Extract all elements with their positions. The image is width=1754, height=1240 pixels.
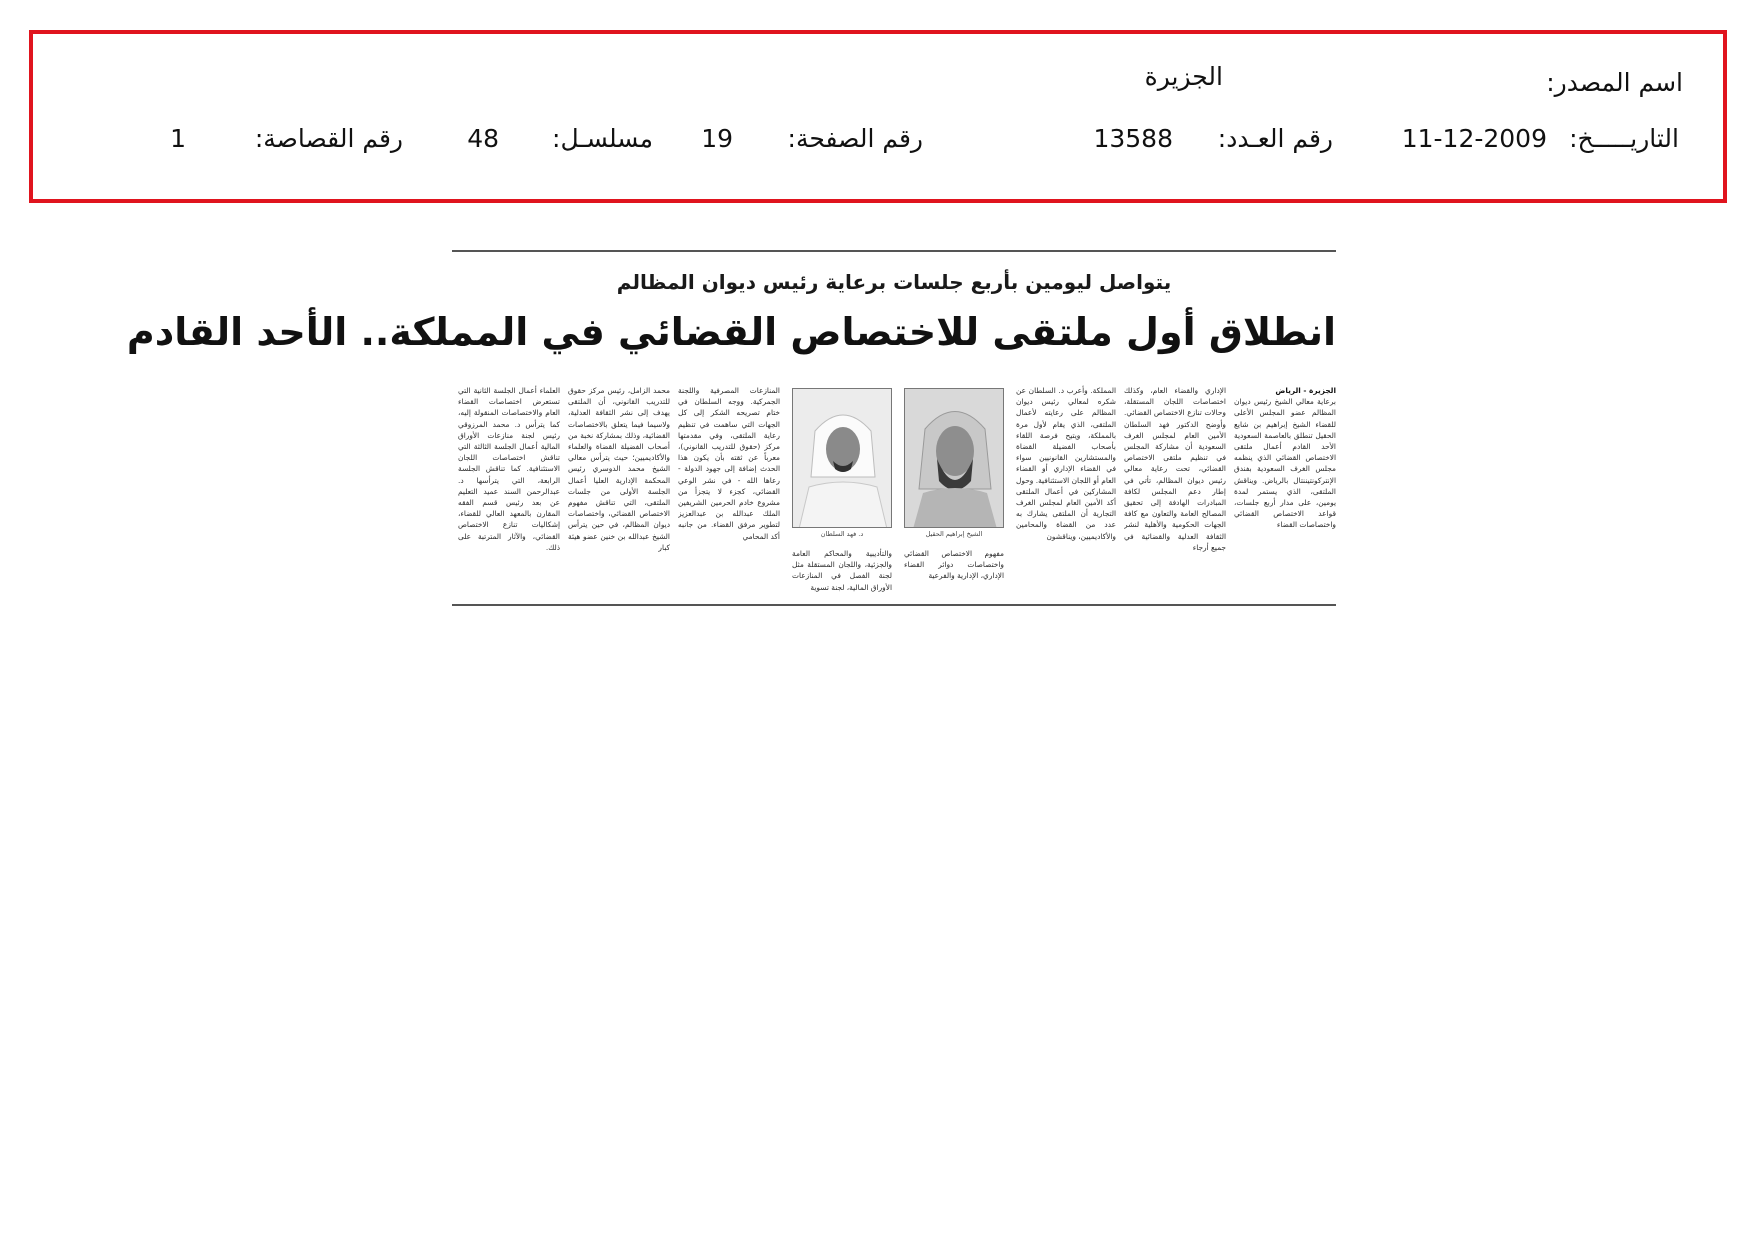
article-byline: الجزيرة - الرياض xyxy=(1275,386,1336,395)
article-column-5 xyxy=(568,385,670,590)
page-number-value: 19 xyxy=(701,124,733,153)
photo-caption-1: الشيخ إبراهيم الحقيل xyxy=(925,530,983,538)
source-value: الجزيرة xyxy=(1144,62,1223,91)
column-text: والتأديبية والمحاكم العامة والجزئية، واللجان المستقلة مثل لجنة الفصل في المنازعات الأوراق المالية، لجنة تسوية xyxy=(792,549,892,592)
newspaper-clipping xyxy=(126,250,1336,606)
clip-number-value: 1 xyxy=(170,124,186,153)
column-text: الإداري والقضاء العام، وكذلك اختصاصات اللجان المستقلة، وحالات تنازع الاختصاص القضائي. وأوضح الدكتور فهد السلطان الأمين العام لمجلس الغرف السعودية أن مشاركة المجلس في تنظيم ملتقى الاختصاص القضائي، تحت رعاية معالي رئيس ديوان المظالم، تأتي في إطار دعم المجلس لكافة المبادرات الهادفة إلى تحقيق المصالح العامة والتعاون مع كافة الجهات الحكومية والأهلية لنشر الثقافة العدلية والقضائية في جميع أرجاء xyxy=(1124,386,1226,552)
column-text: برعاية معالي الشيخ رئيس ديوان المظالم عضو المجلس الأعلى للقضاء الشيخ إبراهيم بن شايع الحقيل تنطلق بالعاصمة السعودية الأحد القادم أعمال ملتقى الاختصاص القضائي الذي ينظمه مجلس الغرف السعودية بفندق الإنتركونتيننتال بالرياض. ويناقش الملتقى، الذي يستمر لمدة يومين، على مدار أربع جلسات، قواعد الاختصاص القضائي واختصاصات القضاء xyxy=(1234,397,1336,530)
page-number-label: رقم الصفحة: xyxy=(787,124,923,153)
photo-sheikh xyxy=(904,388,1004,528)
serial-label: مسلسـل: xyxy=(552,124,653,153)
photo-fahad xyxy=(792,388,892,528)
issue-number-label: رقم العـدد: xyxy=(1217,124,1333,153)
date-value: 11-12-2009 xyxy=(1401,124,1547,153)
clipping-metadata-box xyxy=(29,30,1727,203)
column-text: العلماء أعمال الجلسة الثانية التي تستعرض اختصاصات القضاء العام والاختصاصات المنقولة إليه، كما يترأس د. محمد المرزوقي رئيس لجنة منازعات الأوراق المالية أعمال الجلسة الثالثة التي تناقش اختصاصات اللجان الاستئنافية. كما تناقش الجلسة الرابعة، التي يترأسها د. عبدالرحمن السند عميد التعليم عن بعد رئيس قسم الفقه المقارن بالمعهد العالي للقضاء، إشكاليات تنازع الاختصاص القضائي، والآثار المترتبة على ذلك. xyxy=(458,386,560,552)
top-rule xyxy=(452,250,1336,252)
portrait-image xyxy=(905,389,1004,528)
article-column-3 xyxy=(1016,385,1116,590)
article-column-4 xyxy=(678,385,780,590)
issue-number-value: 13588 xyxy=(1093,124,1173,153)
column-text: المنازعات المصرفية واللجنة الجمركية. ووجه السلطان في ختام تصريحه الشكر إلى كل الجهات التي ساهمت في تنظيم رعاية الملتقى، وفي مقدمتها مركز (حقوق للتدريب القانوني)، معرباً عن ثقته بأن يكون هذا الحدث إضافة إلى جهود الدولة - رعاها الله - في نشر الوعي القضائي، كجزء لا يتجزأ من مشروع خادم الحرمين الشريفين الملك عبدالله بن عبدالعزيز لتطوير مرفق القضاء. من جانبه أكد المحامي xyxy=(678,386,780,541)
date-label: التاريـــــخ: xyxy=(1569,124,1679,153)
source-label: اسم المصدر: xyxy=(1546,68,1683,97)
article-kicker: يتواصل ليومين بأربع جلسات برعاية رئيس ديوان المظالم xyxy=(616,270,1172,294)
article-headline: انطلاق أول ملتقى للاختصاص القضائي في المملكة.. الأحد القادم xyxy=(126,310,1336,354)
portrait-image xyxy=(793,389,892,528)
article-column-1 xyxy=(1234,385,1336,590)
serial-value: 48 xyxy=(467,124,499,153)
column-text: محمد الزامل، رئيس مركز حقوق للتدريب القانوني، أن الملتقى يهدف إلى نشر الثقافة العدلية، ولاسيما فيما يتعلق بالاختصاصات القضائية، وذلك بمشاركة نخبة من أصحاب الفضيلة القضاة والعلماء والأكاديميين؛ حيث يترأس معالي الشيخ محمد الدوسري رئيس المحكمة الإدارية العليا أعمال الجلسة الأولى من جلسات الملتقى، التي تناقش مفهوم الاختصاص القضائي، واختصاصات ديوان المظالم، في حين يترأس الشيخ عبدالله بن خنين عضو هيئة كبار xyxy=(568,386,670,552)
article-text-under-photo-2 xyxy=(792,548,892,598)
article-column-6 xyxy=(458,385,560,590)
article-column-2 xyxy=(1124,385,1226,590)
column-text: المملكة. وأعرب د. السلطان عن شكره لمعالي رئيس ديوان المظالم على رعايته لأعمال الملتقى، الذي يقام لأول مرة بالمملكة، ويتيح فرصة اللقاء بأصحاب الفضيلة القضاة والمستشارين القانونيين سواء في القضاء الإداري أو القضاء العام أو اللجان الاستئنافية. وحول المشاركين في أعمال الملتقى أكد الأمين العام لمجلس الغرف التجارية أن الملتقى يشارك به عدد من القضاة والمحامين والأكاديميين، ويناقشون xyxy=(1016,386,1116,541)
article-text-under-photo-1 xyxy=(904,548,1004,598)
column-text: مفهوم الاختصاص القضائي واختصاصات دوائر القضاء الإداري، الإدارية والفرعية xyxy=(904,549,1004,581)
photo-caption-2: د. فهد السلطان xyxy=(820,530,864,538)
clip-number-label: رقم القصاصة: xyxy=(254,124,403,153)
bottom-rule xyxy=(452,604,1336,606)
